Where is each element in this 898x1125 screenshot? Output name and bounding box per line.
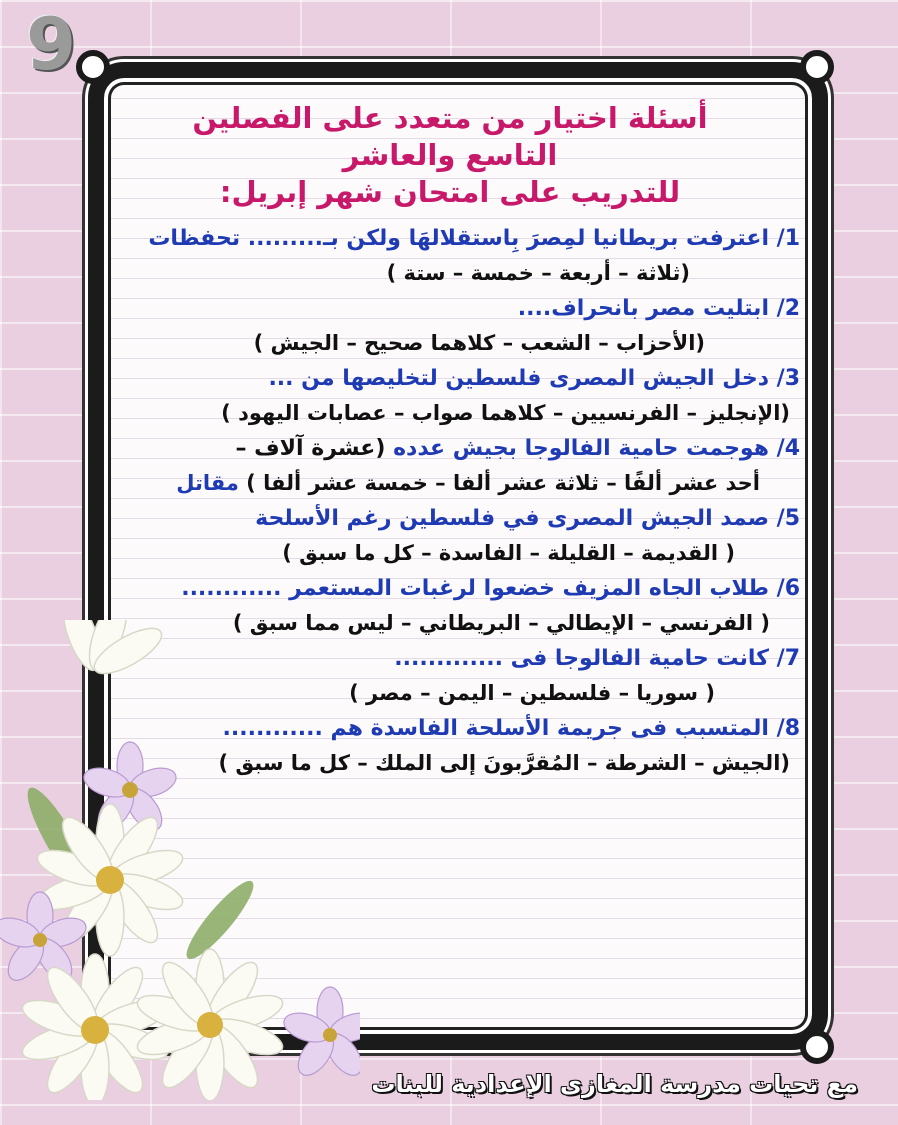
question-3-options: (الإنجليز – الفرنسيين – كلاهما صواب – عصابات اليهود ) <box>221 401 790 425</box>
question-number: 3/ <box>776 366 800 391</box>
footer-school-greeting: مع تحيات مدرسة المغازى الإعدادية للبنات <box>371 1070 858 1098</box>
question-number: 7/ <box>776 646 800 671</box>
question-8-options: (الجيش – الشرطة – المُقرَّبونَ إلى الملك – كل ما سبق ) <box>218 751 790 775</box>
question-4-options-tail: مقاتل <box>176 471 247 495</box>
question-number: 2/ <box>776 296 800 321</box>
page-number-badge: 9 <box>25 2 77 86</box>
question-3 <box>100 365 800 393</box>
frame-curl-bottom-right <box>800 1030 834 1064</box>
question-4-options <box>100 469 800 497</box>
question-number: 1/ <box>776 226 800 251</box>
question-2 <box>100 295 800 323</box>
title-line-3: للتدريب على امتحان شهر إبريل: <box>219 175 681 209</box>
question-2-options: (الأحزاب – الشعب – كلاهما صحيح – الجيش ) <box>253 331 705 355</box>
question-5 <box>100 505 800 533</box>
frame-curl-top-left <box>76 50 110 84</box>
question-6 <box>100 575 800 603</box>
question-text: دخل الجيش المصرى فلسطين لتخليصها من ... <box>268 366 777 391</box>
question-number: 4/ <box>776 436 800 461</box>
question-4-options-start: (عشرة آلاف – <box>235 436 386 461</box>
question-text: صمد الجيش المصرى في فلسطين رغم الأسلحة <box>255 506 777 531</box>
question-6-options: ( الفرنسي – الإيطالي – البريطاني – ليس مما سبق ) <box>232 611 770 635</box>
question-1 <box>100 225 800 253</box>
question-4 <box>100 435 800 463</box>
question-7-options: ( سوريا – فلسطين – اليمن – مصر ) <box>349 681 715 705</box>
question-number: 6/ <box>776 576 800 601</box>
worksheet-title <box>100 100 800 211</box>
question-number: 8/ <box>776 716 800 741</box>
question-number: 5/ <box>776 506 800 531</box>
question-4-options-text: أحد عشر ألفًا – ثلاثة عشر ألفا – خمسة عشر ألفا ) <box>246 471 760 495</box>
frame-curl-top-right <box>800 50 834 84</box>
flower-decoration <box>0 620 360 1100</box>
question-text: هوجمت حامية الفالوجا بجيش عدده <box>385 436 777 461</box>
question-text: ابتليت مصر بانحراف.... <box>517 296 777 321</box>
question-text: طلاب الجاه المزيف خضعوا لرغبات المستعمر ............ <box>181 576 777 601</box>
question-text: المتسبب فى جريمة الأسلحة الفاسدة هم ............ <box>222 716 777 741</box>
question-text: كانت حامية الفالوجا فى ............. <box>394 646 777 671</box>
question-1-options: (ثلاثة – أربعة – خمسة – ستة ) <box>386 261 690 285</box>
title-line-2: التاسع والعاشر <box>342 138 558 172</box>
question-text: اعترفت بريطانيا لمِصرَ بِاستقلالهَا ولكن بـ......... تحفظات <box>148 226 777 251</box>
question-5-options: ( القديمة – القليلة – الفاسدة – كل ما سبق ) <box>282 541 735 565</box>
title-line-1: أسئلة اختيار من متعدد على الفصلين <box>192 101 708 135</box>
